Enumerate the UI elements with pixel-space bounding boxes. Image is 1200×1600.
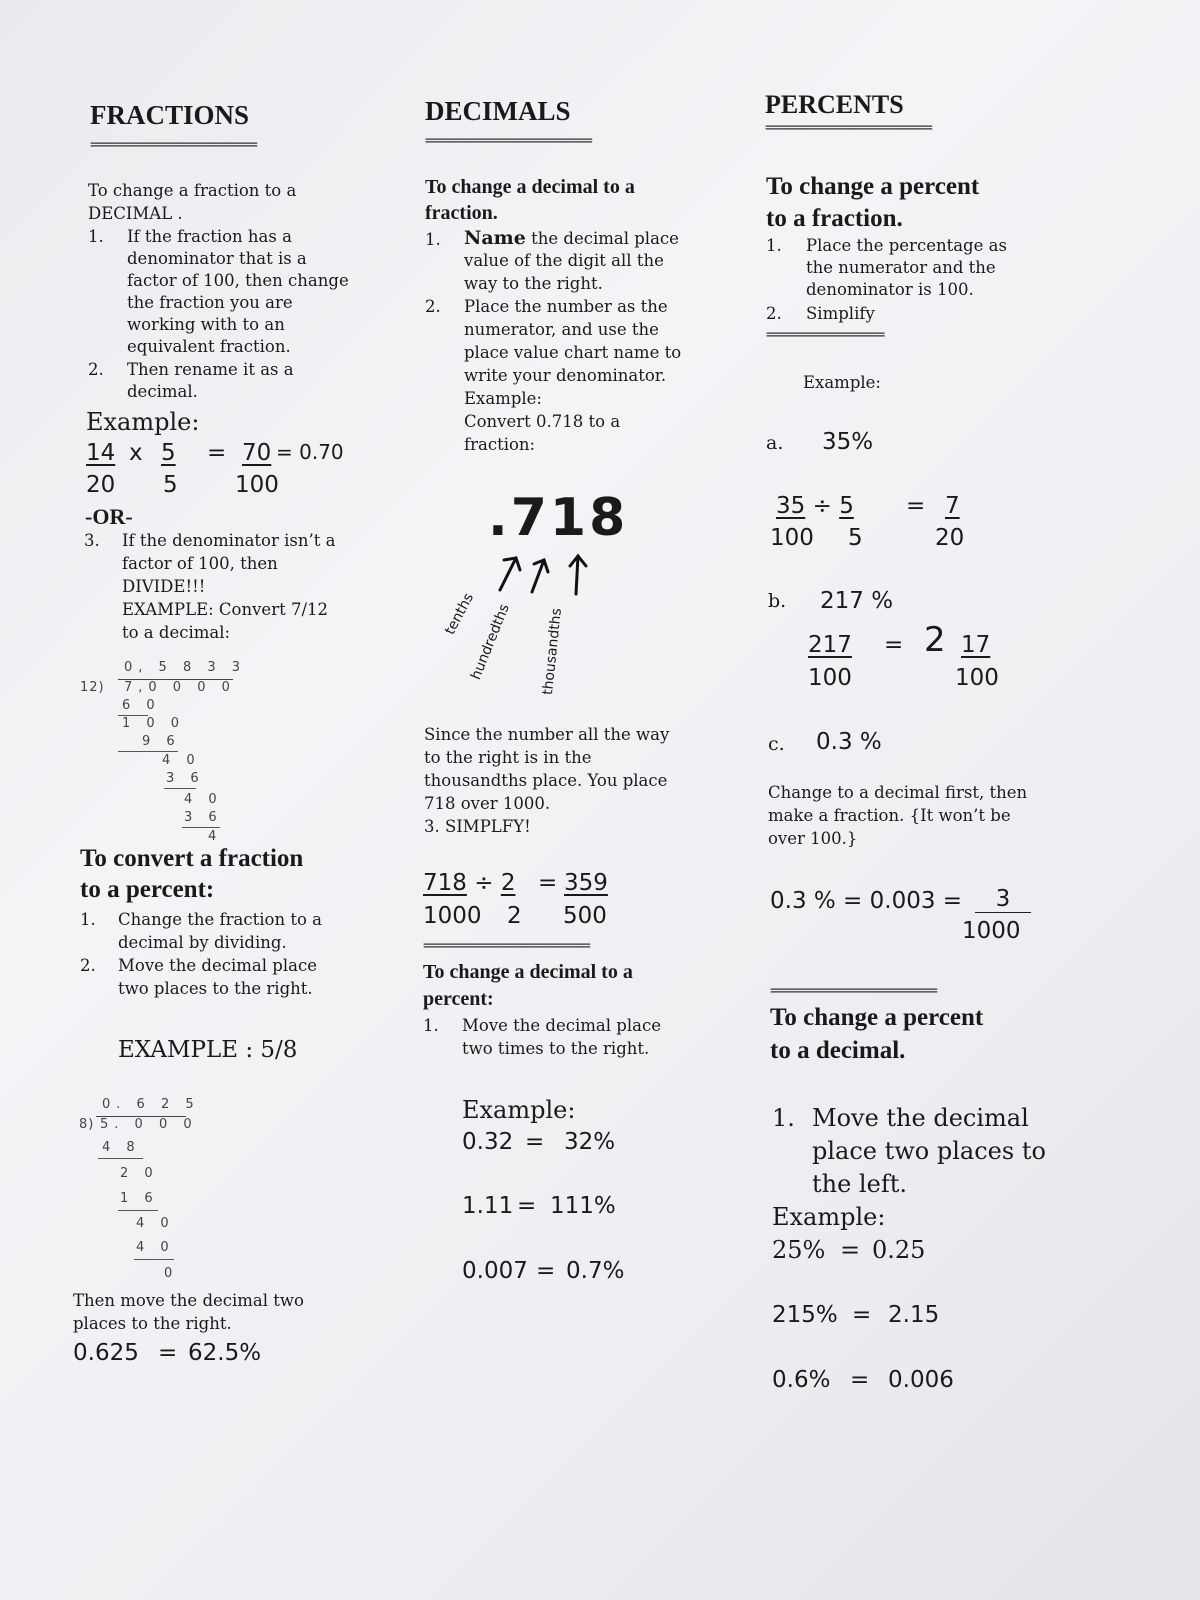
numerator-17: 17	[961, 632, 991, 658]
item-b-eq: =	[884, 632, 904, 658]
step-text: value of the digit all the	[464, 251, 664, 270]
example-label: Example:	[803, 373, 881, 392]
decimals-rule: ========================	[425, 133, 592, 149]
c-equation: 0.3 % = 0.003 =	[770, 888, 963, 914]
example-eq: =	[536, 1258, 556, 1284]
division-row: 6 0	[122, 698, 161, 713]
since-text: Since the number all the way	[424, 725, 670, 744]
then-text: Then move the decimal two	[73, 1291, 304, 1310]
percent-to-fraction-title-line2: to a fraction.	[766, 205, 903, 232]
percents-rule: ========================	[765, 120, 932, 136]
dividend: 5. 0 0 0	[100, 1117, 198, 1132]
numerator-718: 718	[423, 870, 467, 896]
times-sign: x	[129, 440, 143, 466]
example-eq: =	[525, 1129, 545, 1155]
diagram-number: .718	[488, 488, 629, 548]
example-eq: =	[517, 1193, 537, 1219]
division-row: 2 0	[120, 1166, 159, 1181]
numerator-217: 217	[808, 632, 852, 658]
step-number: 1.	[425, 230, 441, 249]
decimal-to-fraction-title-line2: fraction.	[425, 202, 498, 224]
step-rest: the decimal place	[525, 229, 679, 248]
c-note: over 100.}	[768, 829, 858, 848]
step-text: numerator, and use the	[464, 320, 659, 339]
example-label: Example:	[462, 1096, 576, 1124]
division-line	[118, 1210, 158, 1211]
step-number: 1.	[772, 1104, 795, 1132]
step-text: Place the percentage as	[806, 236, 1007, 255]
step-number: 2.	[766, 304, 782, 323]
step-text: Simplify	[806, 304, 875, 323]
final-right: 62.5%	[188, 1340, 262, 1366]
fractions-rule: ========================	[90, 137, 257, 153]
diagram-label-tenths: tenths	[442, 590, 478, 638]
step-text: way to the right.	[464, 274, 603, 293]
percent-to-fraction-title-line1: To change a percent	[766, 173, 980, 200]
step-text: decimal.	[127, 382, 198, 401]
step-text: Move the decimal	[812, 1104, 1029, 1132]
item-a-eq: =	[906, 493, 926, 519]
c-denominator: 1000	[962, 918, 1021, 944]
step-text: denominator that is a	[127, 249, 307, 268]
division-line	[118, 751, 178, 752]
since-text: thousandths place. You place	[424, 771, 668, 790]
example-right: 0.7%	[566, 1258, 625, 1284]
decimal-to-fraction-title-line1: To change a decimal to a	[425, 176, 635, 198]
numerator-359: 359	[564, 870, 608, 896]
division-line	[182, 827, 220, 828]
step-text: the numerator and the	[806, 258, 996, 277]
divisor: 12)	[80, 680, 105, 695]
quotient: 0, 5 8 3 3	[124, 660, 247, 675]
or-divider: -OR-	[85, 504, 133, 529]
denominator-100: 100	[770, 525, 814, 551]
step-number: 2.	[88, 360, 104, 379]
example-left: 0.6%	[772, 1367, 831, 1393]
divisor: 8)	[79, 1117, 95, 1132]
since-text: to the right is in the	[424, 748, 592, 767]
step-text: factor of 100, then change	[127, 271, 349, 290]
step-text: Then rename it as a	[127, 360, 294, 379]
since-text: 3. SIMPLFY!	[424, 817, 531, 836]
step-number: 1.	[80, 910, 96, 929]
division-row: 1 6	[120, 1191, 159, 1206]
example-eq: =	[840, 1236, 861, 1264]
diagram-label-thousandths: thousandths	[540, 607, 566, 696]
example-label: Example:	[86, 408, 200, 436]
example-numerator: 5	[161, 440, 176, 466]
step-text	[464, 227, 679, 251]
example-denominator: 20	[86, 472, 116, 498]
fraction-to-decimal-line1: To change a fraction to a	[88, 181, 297, 200]
percents-rule-2: ========================	[770, 983, 937, 999]
example-right: 0.006	[888, 1367, 954, 1393]
division-row: 4 0	[184, 792, 223, 807]
then-text: places to the right.	[73, 1314, 232, 1333]
division-row: 4	[208, 829, 223, 844]
example-right: 32%	[564, 1129, 616, 1155]
numerator-35: 35	[776, 493, 806, 519]
step-text: If the fraction has a	[127, 227, 292, 246]
denominator-100: 100	[955, 665, 999, 691]
dividend: 7,0 0 0 0	[124, 680, 236, 695]
step-text: factor of 100, then	[122, 554, 278, 573]
step-number: 3.	[84, 531, 100, 550]
numerator-5: 5	[839, 493, 854, 519]
simplify-numerator	[423, 870, 515, 896]
step-text: If the denominator isn’t a	[122, 531, 336, 550]
step-text: DIVIDE!!!	[122, 577, 206, 596]
example-denominator: 100	[235, 472, 279, 498]
step-text: fraction:	[464, 435, 536, 454]
decimal-to-percent-title-line2: percent:	[423, 988, 494, 1010]
example-label: Example:	[772, 1203, 886, 1231]
step-bold-word: Name	[464, 227, 526, 249]
division-row: 3 6	[184, 810, 223, 825]
example-right: 2.15	[888, 1302, 940, 1328]
division-row: 1 0 0	[122, 716, 186, 731]
step-number: 2.	[425, 297, 441, 316]
step-text: Change the fraction to a	[118, 910, 322, 929]
example-numerator: 70	[242, 440, 272, 466]
fraction-to-decimal-line2: DECIMAL .	[88, 204, 183, 223]
numerator-7: 7	[945, 493, 960, 519]
step-text: decimal by dividing.	[118, 933, 287, 952]
decimal-to-percent-title-line1: To change a decimal to a	[423, 961, 633, 983]
step-text: working with to an	[127, 315, 285, 334]
step-text: equivalent fraction.	[127, 337, 291, 356]
since-text: 718 over 1000.	[424, 794, 551, 813]
division-row: 4 0	[136, 1216, 175, 1231]
step-number: 1.	[423, 1016, 439, 1035]
simplify-eq: =	[538, 870, 558, 896]
step-text: two times to the right.	[462, 1039, 650, 1058]
division-line	[98, 1158, 143, 1159]
denominator-1000: 1000	[423, 903, 482, 929]
item-b-value: 217 %	[820, 588, 894, 614]
example-right: 111%	[550, 1193, 616, 1219]
arrows-icon	[480, 548, 620, 598]
example-eq: =	[852, 1302, 872, 1328]
divide-sign: ÷	[812, 493, 832, 519]
example-result: = 0.70	[276, 440, 344, 464]
step-text: Example:	[464, 389, 542, 408]
division-row: 4 0	[162, 753, 201, 768]
division-row: 0	[164, 1266, 179, 1281]
example-left: 1.11	[462, 1193, 514, 1219]
division-line	[134, 1259, 174, 1260]
item-c-value: 0.3 %	[816, 729, 882, 755]
division-row: 4 8	[102, 1140, 141, 1155]
division-line	[164, 788, 196, 789]
step-text: the left.	[812, 1170, 907, 1198]
decimals-rule-2: ========================	[423, 938, 590, 954]
step-number: 1.	[88, 227, 104, 246]
equals-sign: =	[207, 440, 227, 466]
example-5-8: EXAMPLE : 5/8	[118, 1037, 298, 1063]
step-text: the fraction you are	[127, 293, 293, 312]
step-text: Place the number as the	[464, 297, 668, 316]
percent-to-decimal-title-line2: to a decimal.	[770, 1037, 906, 1064]
example-denominator: 5	[163, 472, 178, 498]
diagram-label-hundredths: hundredths	[468, 601, 513, 682]
fractions-title: FRACTIONS	[90, 100, 250, 130]
step-text: EXAMPLE: Convert 7/12	[122, 600, 329, 619]
denominator-5: 5	[848, 525, 863, 551]
c-note: Change to a decimal first, then	[768, 783, 1028, 802]
final-eq: =	[158, 1340, 178, 1366]
division-row: 9 6	[142, 734, 181, 749]
fraction-to-percent-title-line1: To convert a fraction	[80, 845, 304, 872]
example-right: 0.25	[872, 1236, 926, 1264]
item-c-label: c.	[768, 733, 785, 755]
example-left: 215%	[772, 1302, 838, 1328]
division-row: 4 0	[136, 1240, 175, 1255]
percents-short-rule: =================	[766, 327, 884, 343]
item-a-value: 35%	[822, 429, 874, 455]
denominator-100: 100	[808, 665, 852, 691]
quotient: 0. 6 2 5	[102, 1097, 200, 1112]
final-left: 0.625	[73, 1340, 139, 1366]
step-text: Convert 0.718 to a	[464, 412, 621, 431]
step-text: place two places to	[812, 1137, 1046, 1165]
item-b-label: b.	[768, 590, 787, 612]
numerator-2: 2	[500, 870, 516, 896]
c-note: make a fraction. {It won’t be	[768, 806, 1011, 825]
step-number: 2.	[80, 956, 96, 975]
divide-sign: ÷	[474, 870, 494, 896]
example-left: 0.32	[462, 1129, 514, 1155]
denominator-500: 500	[563, 903, 607, 929]
c-numerator: 3	[975, 886, 1031, 913]
fraction-to-percent-title-line2: to a percent:	[80, 876, 215, 903]
percent-to-decimal-title-line1: To change a percent	[770, 1004, 984, 1031]
step-text: denominator is 100.	[806, 280, 974, 299]
whole-number-2: 2	[924, 620, 946, 660]
denominator-2: 2	[507, 903, 522, 929]
step-text: two places to the right.	[118, 979, 313, 998]
step-text: Move the decimal place	[118, 956, 317, 975]
item-a-numerator	[776, 493, 854, 519]
example-left: 0.007	[462, 1258, 528, 1284]
example-left: 25%	[772, 1236, 826, 1264]
division-row: 3 6	[166, 771, 205, 786]
step-text: Move the decimal place	[462, 1016, 661, 1035]
denominator-20: 20	[935, 525, 965, 551]
percents-title: PERCENTS	[765, 90, 904, 119]
step-text: place value chart name to	[464, 343, 682, 362]
step-number: 1.	[766, 236, 782, 255]
example-eq: =	[850, 1367, 870, 1393]
decimals-title: DECIMALS	[425, 96, 571, 126]
step-text: write your denominator.	[464, 366, 667, 385]
example-numerator: 14	[86, 440, 116, 466]
item-a-label: a.	[766, 432, 784, 454]
step-text: to a decimal:	[122, 623, 231, 642]
